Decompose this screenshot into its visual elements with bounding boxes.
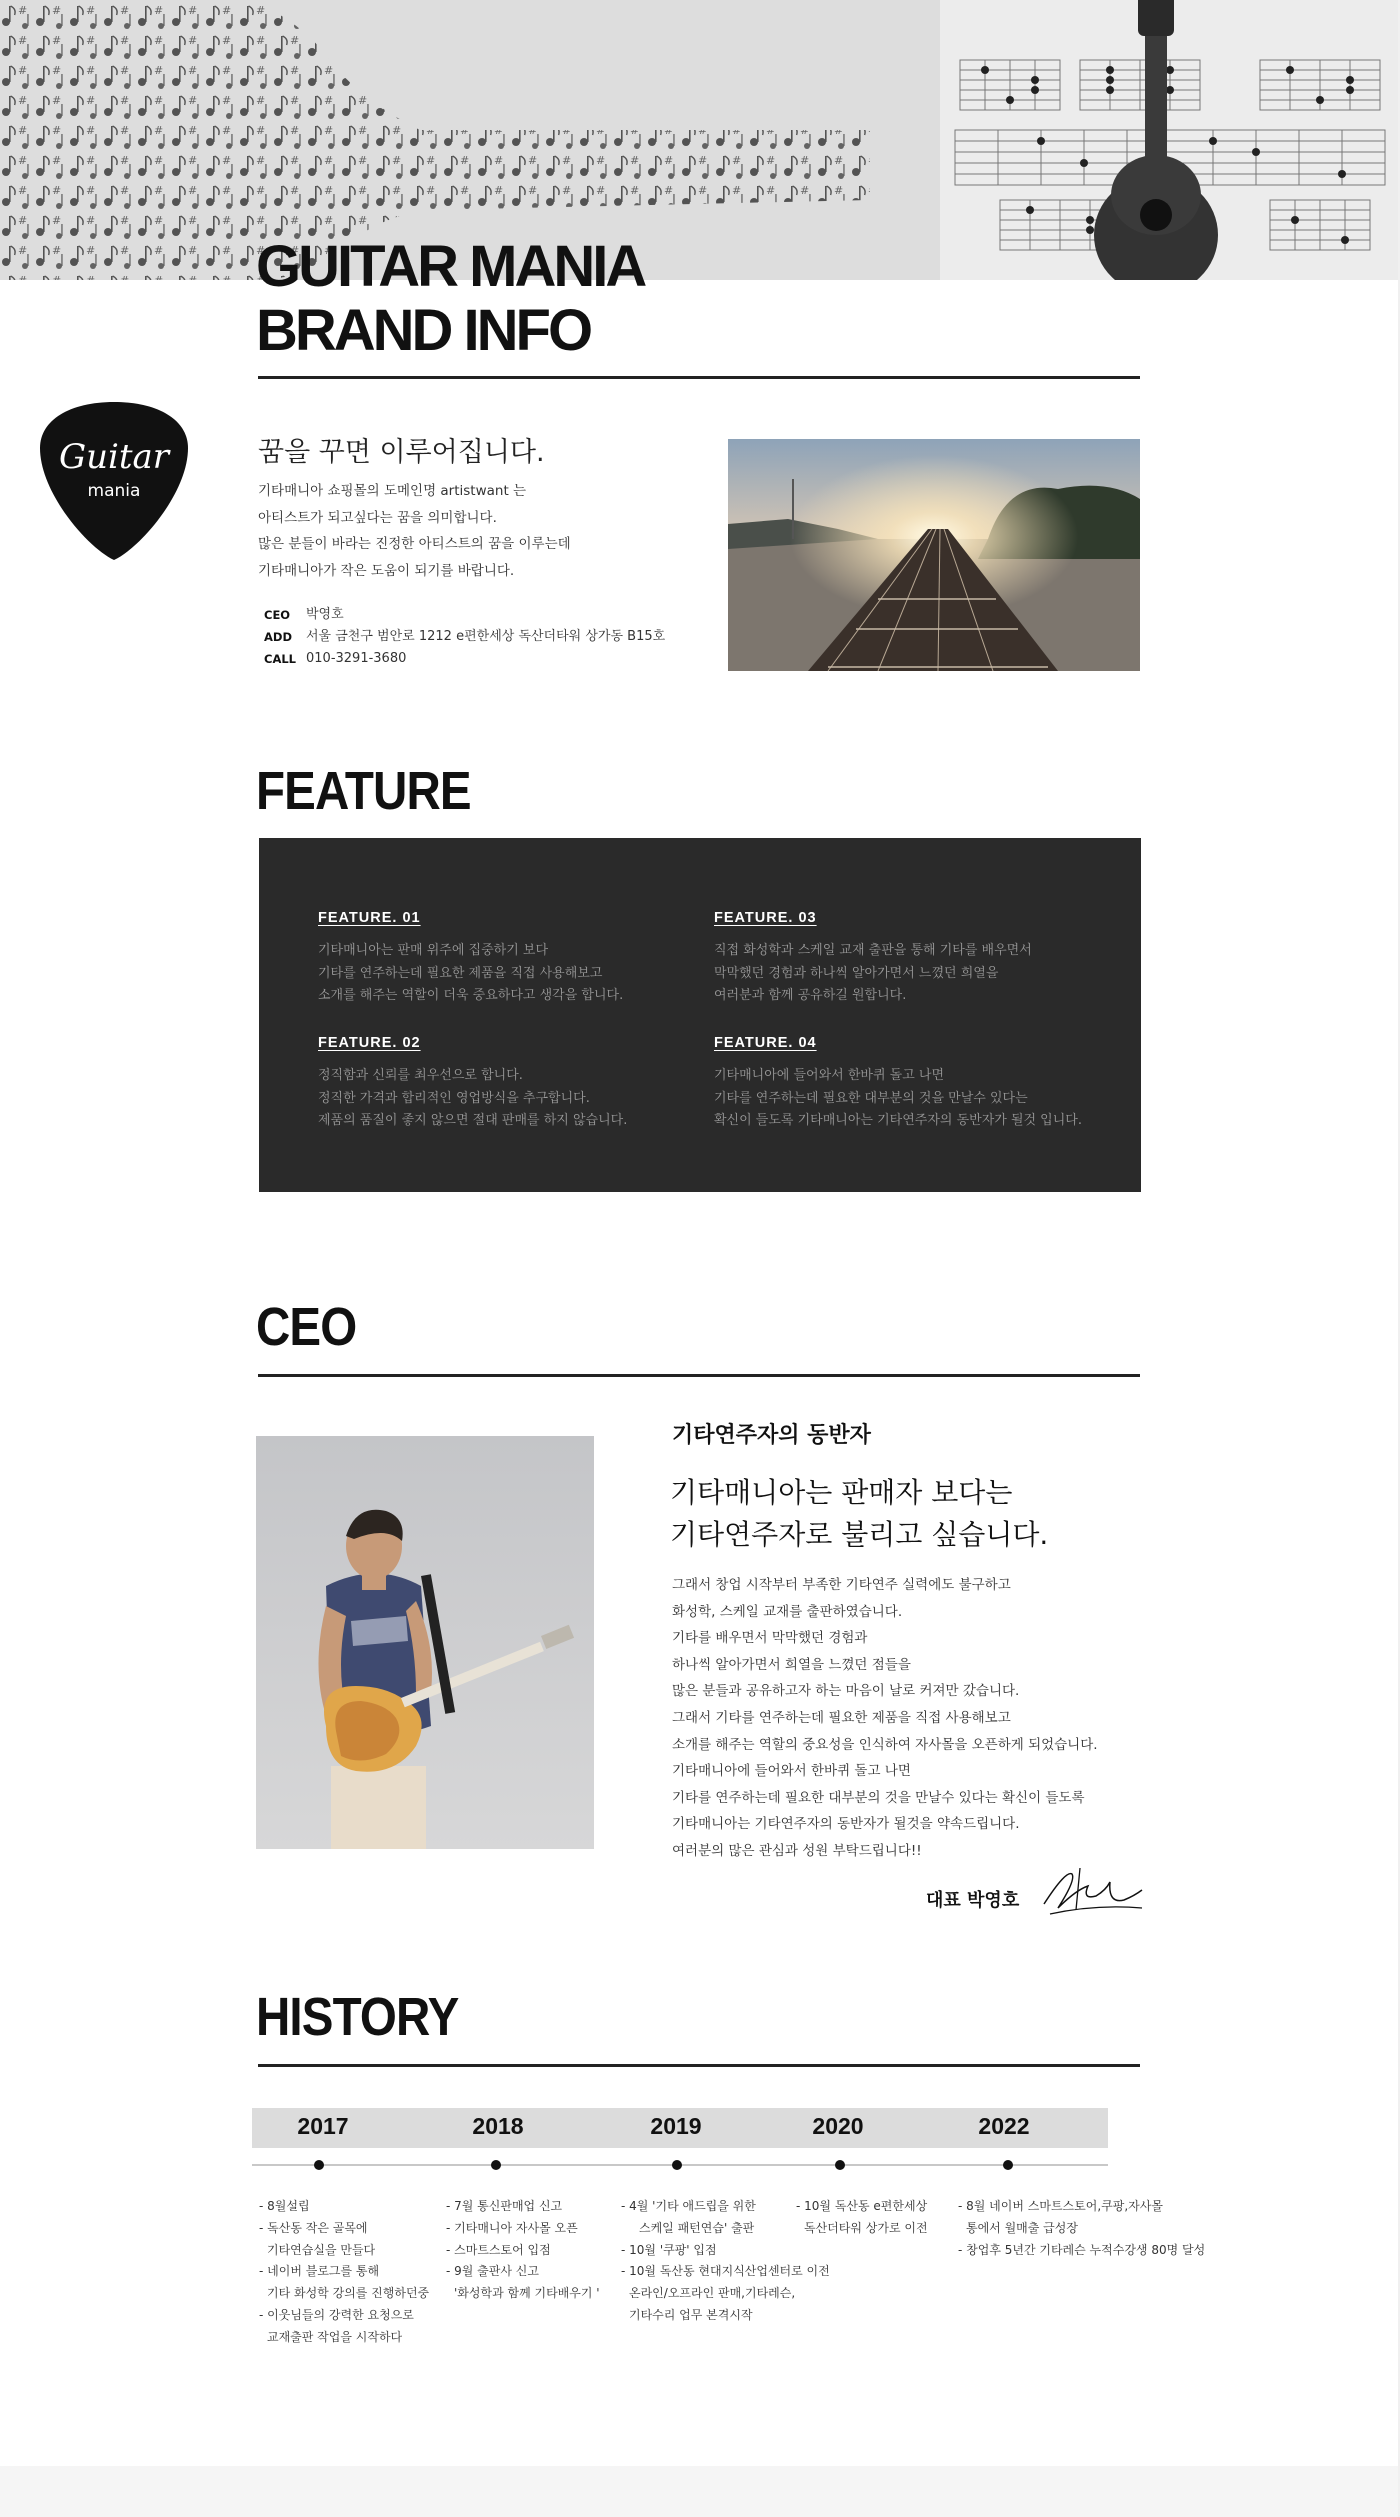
brand-divider	[258, 376, 1140, 379]
ceo-signature	[1036, 1860, 1146, 1920]
feature-01	[318, 910, 718, 1008]
timeline-dot	[672, 2160, 682, 2170]
history-item: 독산더타워 상가로 이전	[804, 2220, 928, 2235]
contact-call	[264, 648, 665, 670]
ceo-message-line: 기타매니아에 들어와서 한바퀴 돌고 나면	[672, 1763, 911, 1780]
timeline-dot	[1003, 2160, 1013, 2170]
history-item: - 8월설립	[259, 2199, 310, 2213]
history-2018-list	[446, 2196, 600, 2305]
history-item: - 7월 통신판매업 신고	[446, 2199, 563, 2213]
history-item: 기타연습실을 만들다	[267, 2242, 376, 2257]
history-item: - 4월 '기타 애드립을 위한	[621, 2199, 756, 2213]
logo-sub: mania	[87, 481, 141, 501]
history-item: - 창업후 5년간 기타레슨 누적수강생 80명 달성	[958, 2242, 1206, 2257]
history-title: HISTORY	[256, 1987, 459, 2047]
contact-info	[264, 604, 665, 670]
ceo-message-line: 하나씩 알아가면서 희열을 느꼈던 점들을	[672, 1656, 911, 1673]
feature-04	[714, 1035, 1114, 1133]
contact-value: 서울 금천구 범안로 1212 e편한세상 독산더타워 상가동 B15호	[306, 629, 666, 644]
feature-03-title: FEATURE. 03	[714, 910, 817, 926]
logo-word: Guitar	[58, 437, 170, 477]
ceo-message-line: 기타매니아는 기타연주자의 동반자가 될것을 약속드립니다.	[672, 1816, 1020, 1833]
ceo-title: CEO	[256, 1297, 357, 1357]
ceo-divider	[258, 1374, 1140, 1377]
feature-04-title: FEATURE. 04	[714, 1035, 817, 1051]
history-2017-list	[259, 2196, 429, 2349]
feature-line: 정직한 가격과 합리적인 영업방식을 추구합니다.	[318, 1090, 590, 1106]
page-footer-band	[0, 2466, 1400, 2517]
brand-title-line1: GUITAR MANIA	[256, 234, 645, 299]
contact-label: CEO	[264, 608, 291, 622]
contact-address	[264, 626, 665, 648]
intro-line: 기타매니아가 작은 도움이 되기를 바랍니다.	[258, 562, 515, 579]
chord-chart-graphic	[940, 0, 1400, 280]
ceo-message	[672, 1572, 1098, 1865]
history-item: - 10월 독산동 e편한세상	[796, 2199, 928, 2213]
history-item: '화성학과 함께 기타배우기 '	[454, 2286, 600, 2301]
history-item: - 이웃님들의 강력한 요청으로	[259, 2307, 414, 2322]
ceo-headline-line: 기타연주자로 불리고 싶습니다.	[670, 1518, 1049, 1551]
brand-slogan: 꿈을 꾸면 이루어집니다.	[258, 437, 545, 468]
feature-03	[714, 910, 1114, 1008]
brand-intro	[258, 478, 571, 584]
brand-title	[256, 235, 644, 363]
feature-panel	[259, 838, 1141, 1192]
history-item: - 10월 독산동 현대지식산업센터로 이전	[621, 2264, 830, 2279]
feature-line: 소개를 해주는 역할이 더욱 중요하다고 생각을 합니다.	[318, 988, 624, 1003]
ceo-message-line: 그래서 창업 시작부터 부족한 기타연주 실력에도 불구하고	[672, 1577, 1011, 1593]
guitar-chord-photo	[940, 0, 1400, 280]
feature-line: 직접 화성학과 스케일 교재 출판을 통해 기타를 배우면서	[714, 943, 1032, 958]
history-item: - 스마트스토어 입점	[446, 2242, 551, 2257]
history-item: - 독산동 작은 골목에	[259, 2220, 368, 2235]
history-year-2022: 2022	[978, 2113, 1030, 2139]
hero-banner	[0, 0, 1400, 280]
guitar-pick-logo	[38, 398, 190, 563]
intro-line: 많은 분들이 바라는 진정한 아티스트의 꿈을 이루는데	[258, 536, 571, 552]
ceo-message-line: 여러분의 많은 관심과 성원 부탁드립니다!!	[672, 1842, 922, 1859]
history-divider	[258, 2064, 1140, 2067]
history-year-2019: 2019	[650, 2113, 702, 2139]
history-item: - 네이버 블로그를 통해	[259, 2264, 380, 2279]
history-item: - 8월 네이버 스마트스토어,쿠팡,자사몰	[958, 2199, 1163, 2213]
feature-line: 막막했던 경험과 하나씩 알아가면서 느꼈던 희열을	[714, 965, 999, 981]
ceo-sign-label: 대표 박영호	[926, 1890, 1020, 1911]
ceo-headline	[670, 1472, 1048, 1556]
intro-line: 기타매니아 쇼핑몰의 도메인명 artistwant 는	[258, 483, 527, 499]
feature-line: 기타매니아는 판매 위주에 집중하기 보다	[318, 943, 549, 958]
feature-title: FEATURE	[256, 761, 471, 821]
history-year-2017: 2017	[297, 2113, 349, 2139]
feature-line: 기타를 연주하는데 필요한 대부분의 것을 만날수 있다는	[714, 1090, 1028, 1106]
guitar-neck-sunset-photo	[728, 439, 1140, 671]
history-item: - 10월 '쿠팡' 입점	[621, 2242, 717, 2257]
ceo-subtitle: 기타연주자의 동반자	[672, 1423, 871, 1448]
ceo-message-line: 기타를 배우면서 막막했던 경험과	[672, 1630, 868, 1647]
contact-value: 박영호	[306, 607, 344, 622]
contact-value: 010-3291-3680	[306, 651, 407, 666]
history-item: 기타수리 업무 본격시작	[629, 2307, 753, 2322]
timeline-dot	[314, 2160, 324, 2170]
timeline-dot	[491, 2160, 501, 2170]
history-item: 기타 화성학 강의를 진행하던중	[267, 2286, 430, 2301]
feature-line: 기타매니아에 들어와서 한바퀴 돌고 나면	[714, 1068, 945, 1083]
ceo-photo	[256, 1436, 594, 1849]
sunset-photo-graphic	[728, 439, 1140, 671]
history-item: 교재출판 작업을 시작하다	[267, 2329, 403, 2344]
ceo-message-line: 기타를 연주하는데 필요한 대부분의 것을 만날수 있다는 확신이 들도록	[672, 1789, 1085, 1806]
ceo-message-line: 소개를 해주는 역할의 중요성을 인식하여 자사몰을 오픈하게 되었습니다.	[672, 1736, 1098, 1753]
ceo-message-line: 많은 분들과 공유하고자 하는 마음이 날로 커져만 갔습니다.	[672, 1683, 1020, 1700]
history-2020-list	[796, 2196, 928, 2240]
history-item: - 기타매니아 자사몰 오픈	[446, 2220, 578, 2235]
history-item: 온라인/오프라인 판매,기타레슨,	[629, 2286, 796, 2301]
ceo-headline-line: 기타매니아는 판매자 보다는	[670, 1476, 1013, 1509]
history-item: - 9월 출판사 신고	[446, 2264, 539, 2279]
feature-line: 여러분과 함께 공유하길 원합니다.	[714, 988, 907, 1003]
contact-label: ADD	[264, 630, 292, 644]
feature-line: 확신이 들도록 기타매니아는 기타연주자의 동반자가 될것 입니다.	[714, 1113, 1082, 1128]
ceo-message-line: 화성학, 스케일 교재를 출판하였습니다.	[672, 1603, 903, 1620]
contact-ceo	[264, 604, 665, 626]
intro-line: 아티스트가 되고싶다는 꿈을 의미합니다.	[258, 509, 497, 526]
brand-title-line2: BRAND INFO	[256, 298, 591, 363]
timeline-dot	[835, 2160, 845, 2170]
history-year-2018: 2018	[472, 2113, 524, 2139]
feature-line: 제품의 품질이 좋지 않으면 절대 판매를 하지 않습니다.	[318, 1113, 628, 1128]
history-year-2020: 2020	[812, 2113, 864, 2139]
history-item: 통에서 월매출 급성장	[966, 2220, 1078, 2235]
history-2022-list	[958, 2196, 1205, 2261]
history-item: 스케일 패턴연습' 출판	[639, 2220, 755, 2235]
ceo-guitarist-graphic	[256, 1436, 594, 1849]
feature-01-title: FEATURE. 01	[318, 910, 421, 926]
feature-line: 기타를 연주하는데 필요한 제품을 직접 사용해보고	[318, 965, 603, 981]
ceo-message-line: 그래서 기타를 연주하는데 필요한 제품을 직접 사용해보고	[672, 1709, 1011, 1726]
contact-label: CALL	[264, 652, 296, 666]
feature-02-title: FEATURE. 02	[318, 1035, 421, 1051]
feature-line: 정직함과 신뢰를 최우선으로 합니다.	[318, 1068, 523, 1083]
feature-02	[318, 1035, 718, 1133]
